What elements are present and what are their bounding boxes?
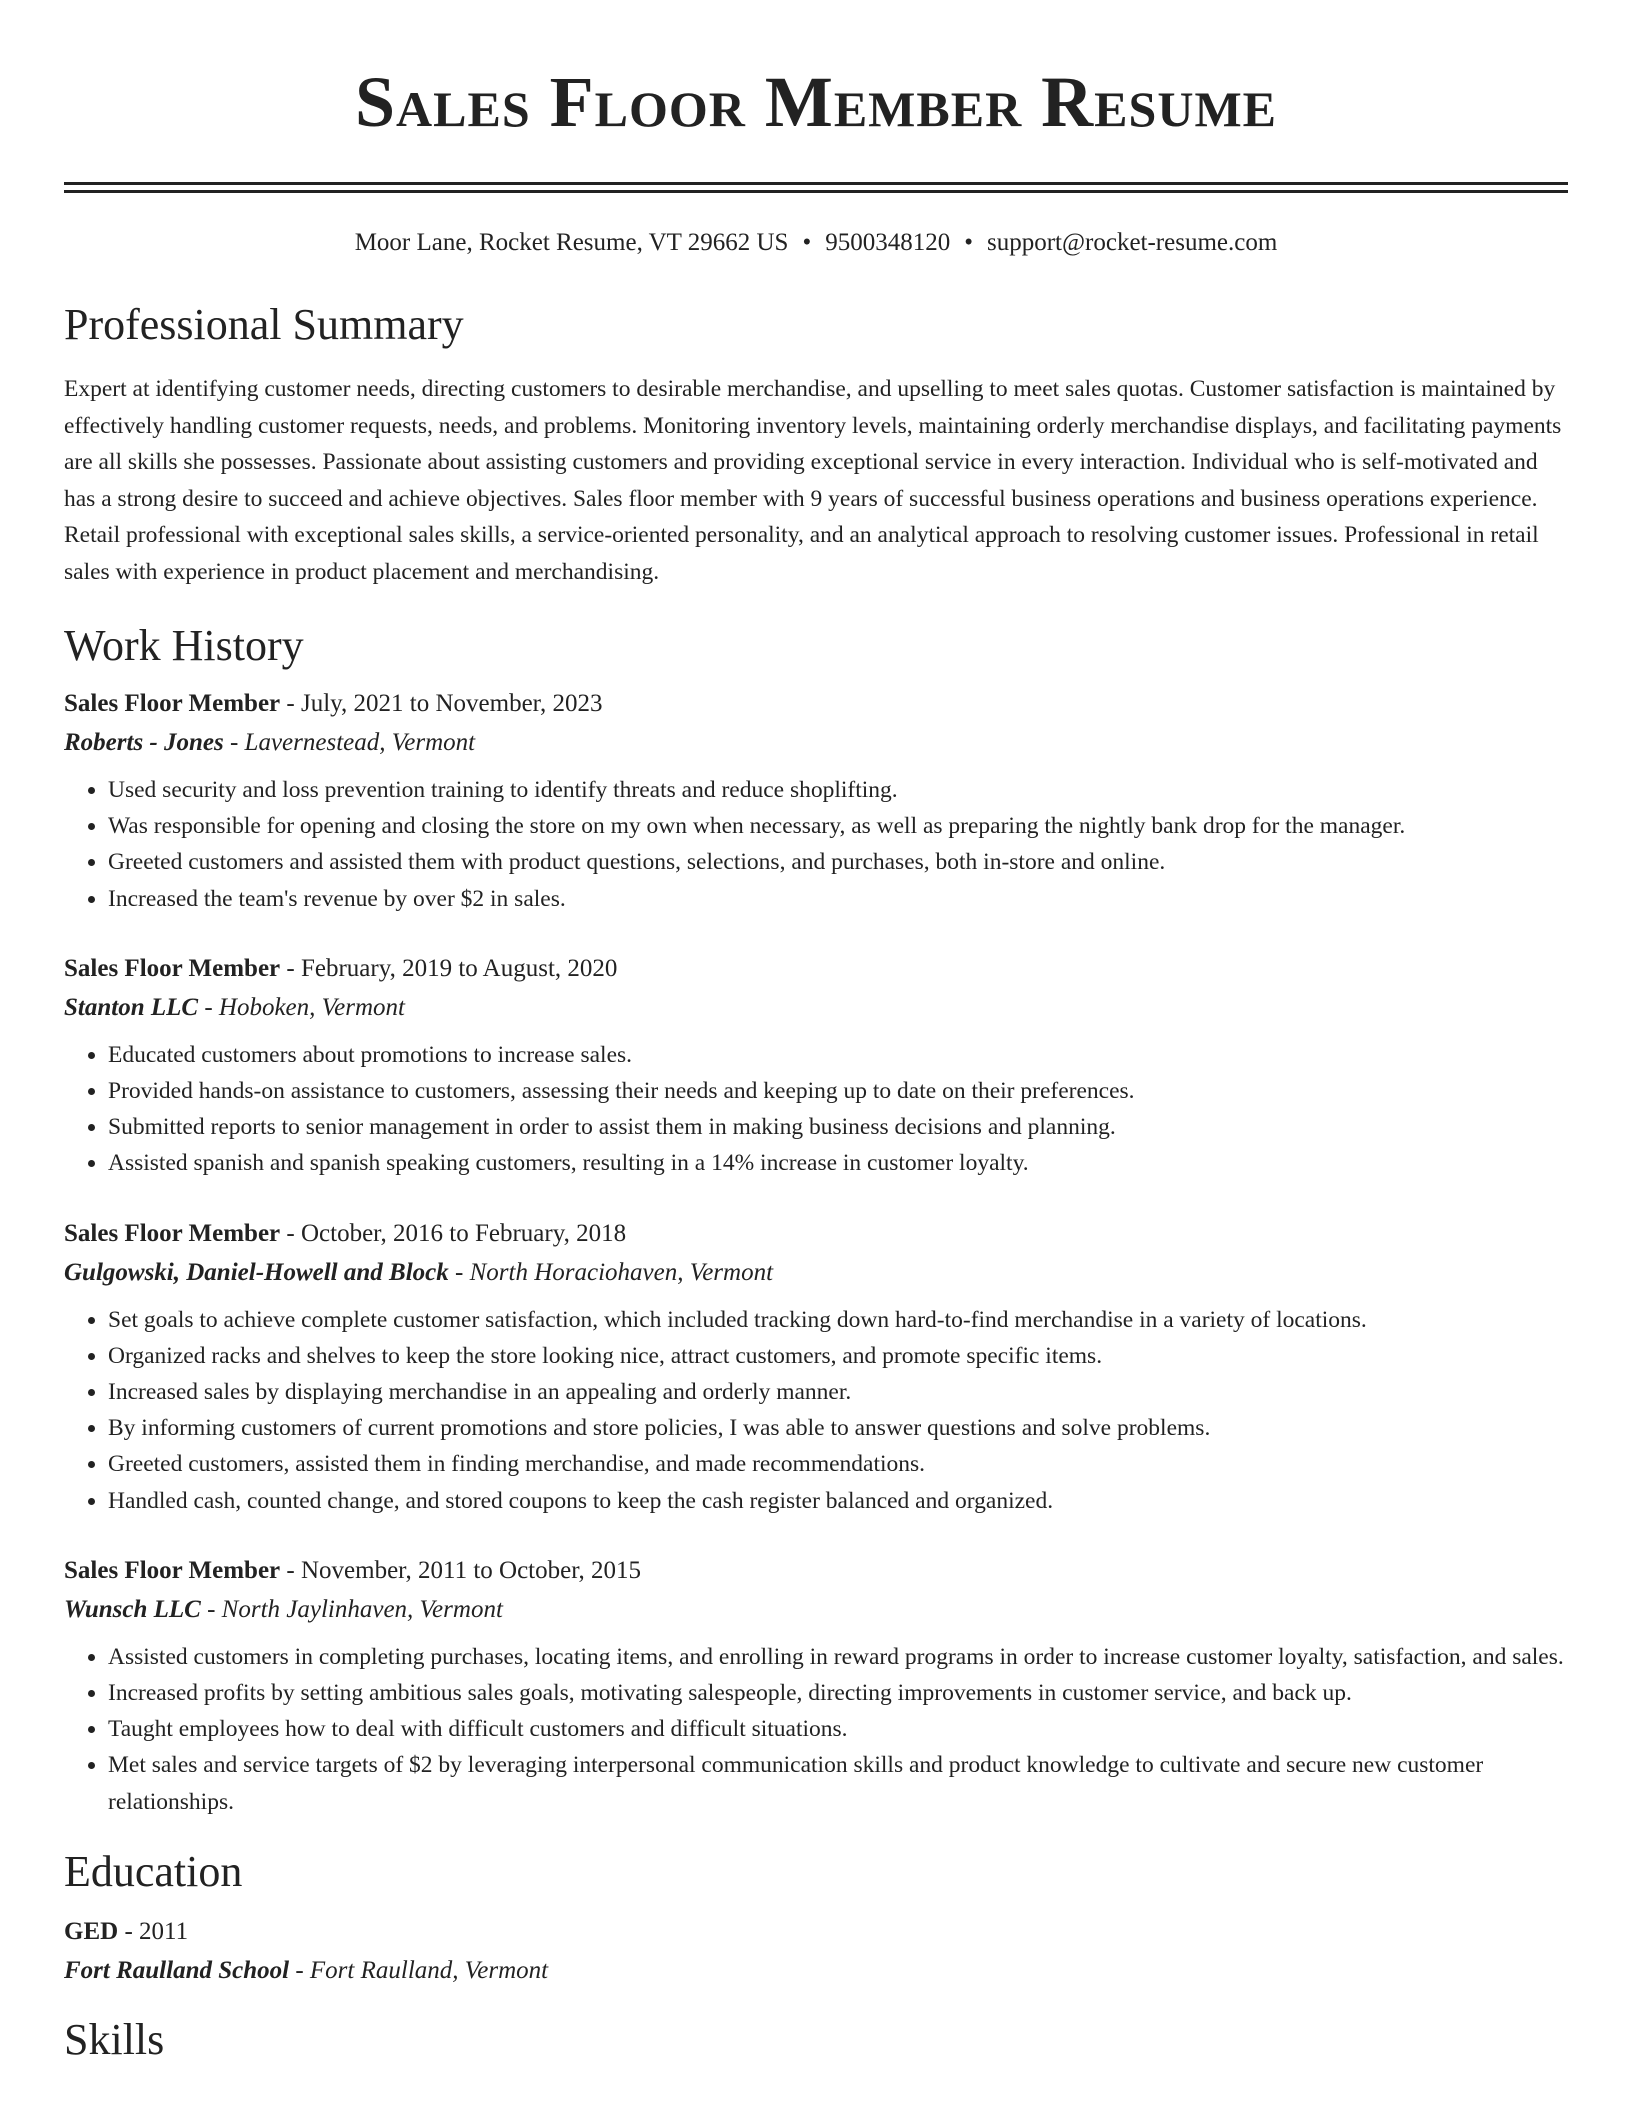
job-employer-line — [64, 1590, 1568, 1629]
education-heading: Education — [64, 1846, 243, 1896]
job-duty: • Greeted customers and assisted them with product questions, selections, and purchases, both in-store and online. — [108, 844, 1568, 880]
job-duty: • Submitted reports to senior management in order to assist them in making business decisions and planning. — [108, 1109, 1568, 1145]
job-employer: Stanton LLC — [64, 993, 199, 1021]
education-school-line — [64, 1951, 1568, 1990]
job-duty: • Provided hands-on assistance to customers, assessing their needs and keeping up to date on their preferences. — [108, 1073, 1568, 1109]
job-duty: • Taught employees how to deal with difficult customers and difficult situations. — [108, 1711, 1568, 1747]
job-duty: • Increased the team's revenue by over $2 in sales. — [108, 881, 1568, 917]
job-duties-list — [64, 1037, 1568, 1182]
job-duty: • Handled cash, counted change, and stored coupons to keep the cash register balanced and organized. — [108, 1483, 1568, 1519]
job-employer: Roberts - Jones — [64, 729, 224, 756]
job-employer-line — [64, 988, 1568, 1027]
job-dates: - February, 2019 to August, 2020 — [280, 954, 618, 982]
job-duty: • Met sales and service targets of $2 by leveraging interpersonal communication skills and product knowledge to cultivate and secure new customer relationships. — [108, 1747, 1568, 1819]
job-location: - Lavernestead, Vermont — [223, 729, 476, 756]
job-employer: Wunsch LLC — [64, 1595, 201, 1623]
skills-heading: Skills — [64, 2014, 165, 2064]
resume-title: Sales Floor Member Resume — [355, 62, 1277, 142]
summary-text: Expert at identifying customer needs, directing customers to desirable merchandise, and upselling to meet sales quotas. Customer satisfaction is maintained by effectively handling customer requests, needs, and problems. Monitoring inventory levels, maintaining orderly merchandise displays, and facilitating payments are all skills she possesses. Passionate about assisting customers and providing exceptional service in every interaction. Individual who is self-motivated and has a strong desire to succeed and achieve objectives. Sales floor member with 9 years of successful business operations and business operations experience. Retail professional with exceptional sales skills, a service-oriented personality, and an analytical approach to resolving customer issues. Professional in retail sales with experience in product placement and merchandising. — [64, 376, 1562, 585]
job-spacer — [64, 1519, 1568, 1551]
job-entry — [64, 1214, 1568, 1519]
job-duty: • Organized racks and shelves to keep the store looking nice, attract customers, and promote specific items. — [108, 1338, 1568, 1374]
contact-line — [64, 227, 1568, 259]
job-employer: Gulgowski, Daniel-Howell and Block — [64, 1258, 449, 1286]
job-dates: - July, 2021 to November, 2023 — [280, 690, 603, 717]
job-title: Sales Floor Member — [64, 1219, 281, 1247]
education-degree: GED — [64, 1917, 119, 1945]
job-duties-list — [64, 1302, 1568, 1519]
job-location: - North Horaciohaven, Vermont — [448, 1258, 774, 1286]
job-duty: • Set goals to achieve complete customer satisfaction, which included tracking down hard-to-find merchandise in a variety of locations. — [108, 1302, 1568, 1338]
job-entry — [64, 684, 1568, 917]
summary-heading: Professional Summary — [64, 300, 464, 349]
job-duty: • Used security and loss prevention training to identify threats and reduce shoplifting. — [108, 772, 1568, 808]
work-history-heading: Work History — [64, 621, 304, 670]
contact-separator: • — [802, 229, 812, 256]
job-duty: • By informing customers of current promotions and store policies, I was able to answer questions and solve problems. — [108, 1410, 1568, 1446]
education-year: - 2011 — [118, 1917, 189, 1945]
job-title-line — [64, 1551, 1568, 1590]
job-duty: • Greeted customers, assisted them in finding merchandise, and made recommendations. — [108, 1446, 1568, 1482]
job-title: Sales Floor Member — [64, 1556, 281, 1584]
job-title-line — [64, 1214, 1568, 1253]
job-dates: - November, 2011 to October, 2015 — [280, 1556, 642, 1584]
job-title-line — [64, 949, 1568, 988]
education-entry — [64, 1912, 1568, 1990]
job-duty: • Educated customers about promotions to increase sales. — [108, 1037, 1568, 1073]
job-entry — [64, 949, 1568, 1182]
work-history-list — [64, 684, 1568, 1820]
contact-phone: 9500348120 — [825, 229, 951, 256]
contact-email: support@rocket-resume.com — [987, 229, 1278, 256]
job-duties-list — [64, 1639, 1568, 1820]
title-divider — [64, 182, 1568, 193]
job-duty: • Increased profits by setting ambitious sales goals, motivating salespeople, directing improvements in customer service, and back up. — [108, 1675, 1568, 1711]
job-employer-line — [64, 723, 1568, 762]
job-spacer — [64, 917, 1568, 949]
job-dates: - October, 2016 to February, 2018 — [280, 1219, 627, 1247]
job-title: Sales Floor Member — [64, 690, 281, 717]
education-location: - Fort Raulland, Vermont — [289, 1956, 549, 1984]
job-employer-line — [64, 1253, 1568, 1292]
education-school: Fort Raulland School — [64, 1956, 290, 1984]
job-duty: • Assisted spanish and spanish speaking customers, resulting in a 14% increase in customer loyalty. — [108, 1145, 1568, 1181]
job-entry — [64, 1551, 1568, 1820]
job-duty: • Increased sales by displaying merchandise in an appealing and orderly manner. — [108, 1374, 1568, 1410]
job-location: - North Jaylinhaven, Vermont — [200, 1595, 503, 1623]
contact-address: Moor Lane, Rocket Resume, VT 29662 US — [354, 229, 789, 256]
job-duty: • Assisted customers in completing purchases, locating items, and enrolling in reward programs in order to increase customer loyalty, satisfaction, and sales. — [108, 1639, 1568, 1675]
job-title-line — [64, 684, 1568, 723]
job-title: Sales Floor Member — [64, 954, 281, 982]
job-location: - Hoboken, Vermont — [198, 993, 405, 1021]
job-duties-list — [64, 772, 1568, 917]
job-spacer — [64, 1182, 1568, 1214]
job-duty: • Was responsible for opening and closing the store on my own when necessary, as well as preparing the nightly bank drop for the manager. — [108, 808, 1568, 844]
contact-separator: • — [964, 229, 973, 256]
education-degree-line — [64, 1912, 1568, 1951]
